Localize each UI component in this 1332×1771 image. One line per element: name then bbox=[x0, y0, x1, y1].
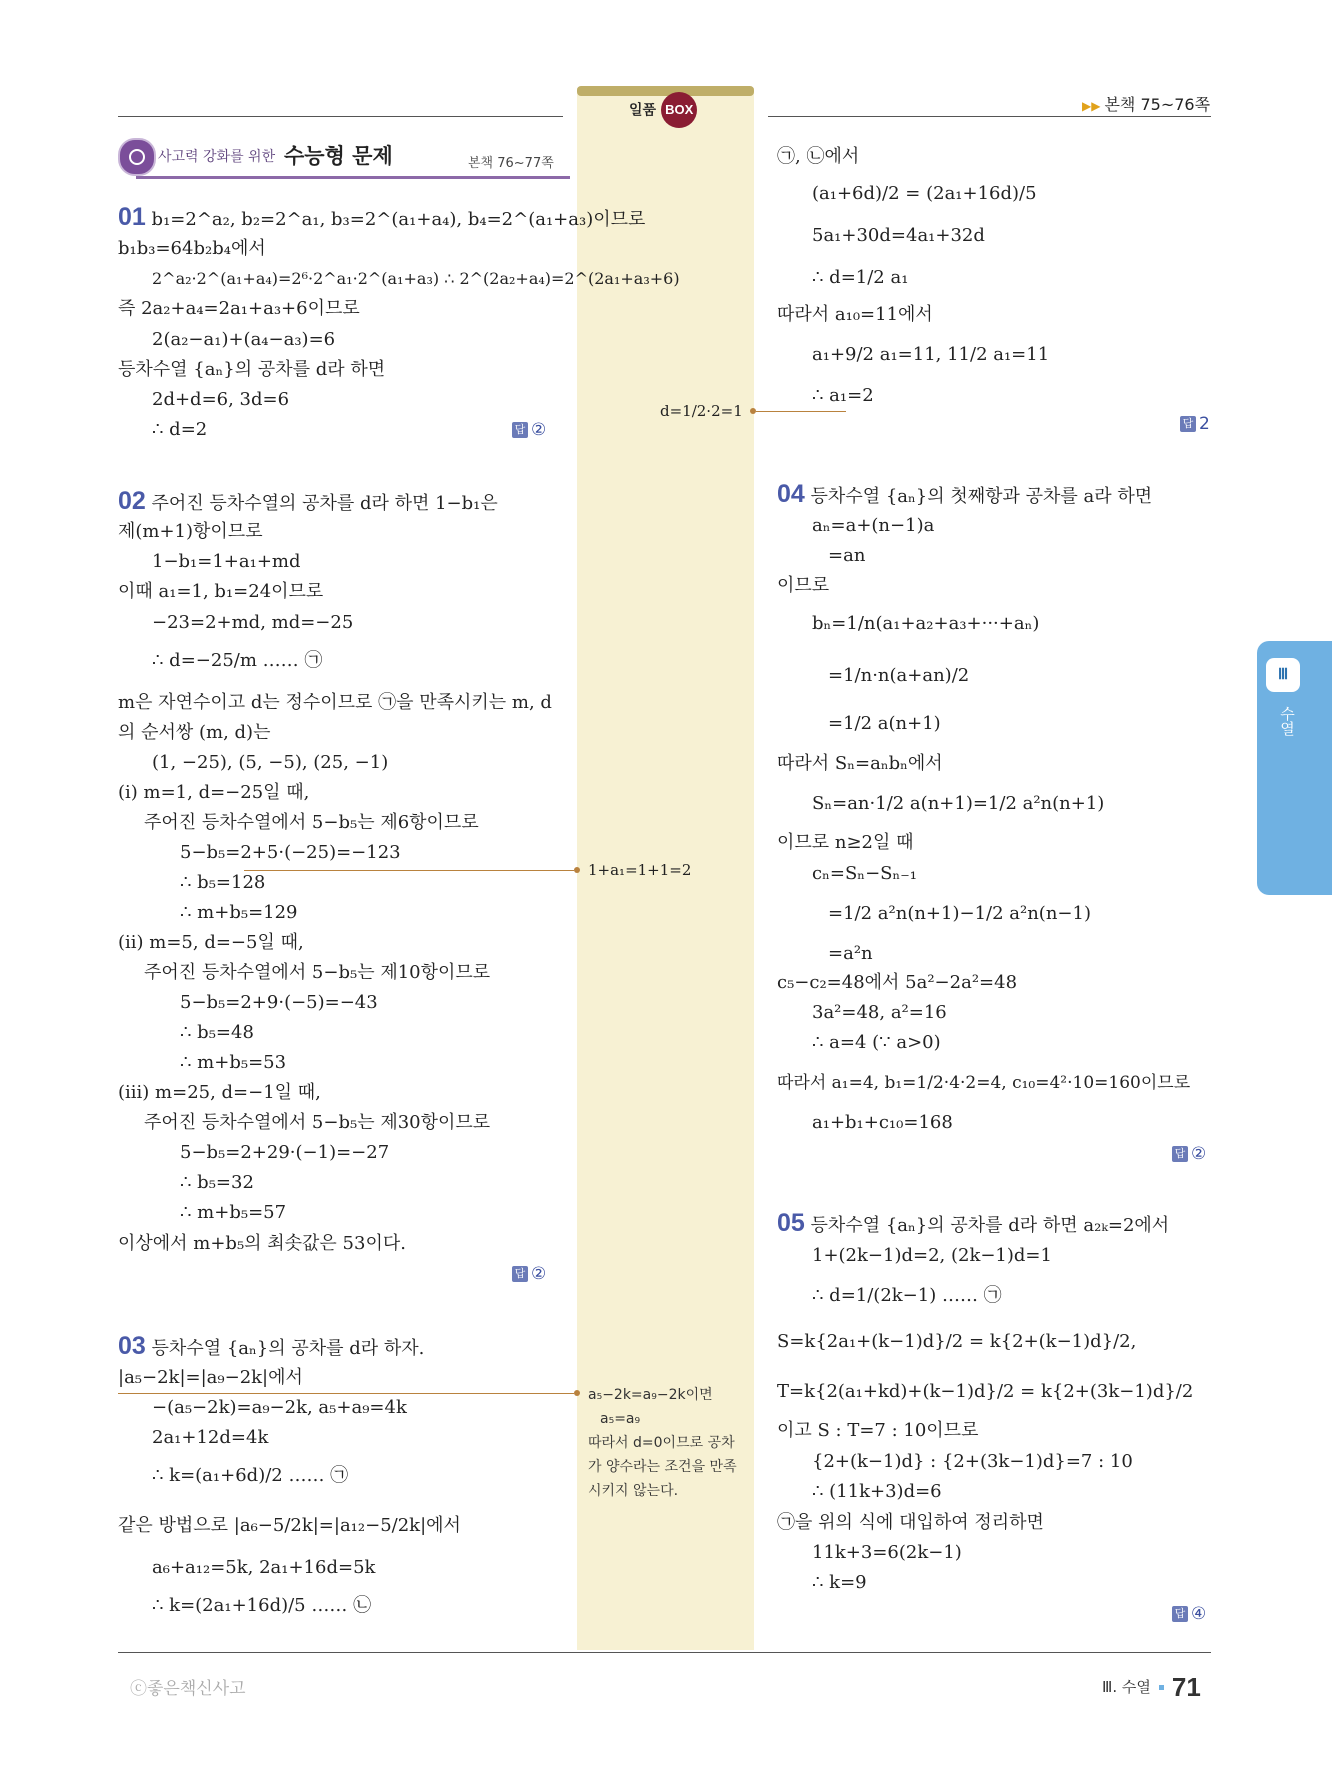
problem-line: 따라서 Sₙ=aₙbₙ에서 bbox=[777, 753, 943, 774]
copyright: ⓒ좋은책신사고 bbox=[130, 1679, 246, 1699]
problem-line: −(a₅−2k)=a₉−2k, a₅+a₉=4k bbox=[152, 1397, 407, 1418]
problem-line: 이상에서 m+b₅의 최솟값은 53이다. bbox=[118, 1233, 406, 1254]
square-bullet-icon bbox=[1159, 1685, 1164, 1690]
problem-line: 의 순서쌍 (m, d)는 bbox=[118, 722, 271, 743]
problem-line: ∴ d=2 bbox=[152, 419, 208, 440]
problem-line: a₆+a₁₂=5k, 2a₁+16d=5k bbox=[152, 1557, 376, 1578]
problem-number: 02 bbox=[118, 487, 146, 515]
problem-line: 2^a₂·2^(a₁+a₄)=2⁶·2^a₁·2^(a₁+a₃) ∴ 2^(2a₂+a₄)=2^(2a₁+a₃+6) bbox=[152, 269, 680, 288]
problem-line: a₁+9/2 a₁=11, 11/2 a₁=11 bbox=[812, 344, 1050, 365]
problem-line: 따라서 a₁₀=11에서 bbox=[777, 304, 933, 325]
problem-line: b₁=2^a₂, b₂=2^a₁, b₃=2^(a₁+a₄), b₄=2^(a₁+a₃)이므로 bbox=[151, 209, 646, 230]
side-note-3-line: 따라서 d=0이므로 공차 bbox=[588, 1435, 735, 1451]
problem-line: ∴ k=(a₁+6d)/2 …… ㉠ bbox=[152, 1465, 349, 1486]
problem-line: ∴ (11k+3)d=6 bbox=[812, 1481, 942, 1502]
problem-line: 5a₁+30d=4a₁+32d bbox=[812, 225, 985, 246]
problem-line: ∴ m+b₅=53 bbox=[180, 1052, 287, 1073]
problem-line: ∴ m+b₅=57 bbox=[180, 1202, 287, 1223]
problem-line: 2a₁+12d=4k bbox=[152, 1427, 269, 1448]
problem-line: (ii) m=5, d=−5일 때, bbox=[118, 932, 304, 953]
section-reference: 본책 76~77쪽 bbox=[468, 156, 554, 171]
section-title: 수능형 문제 bbox=[284, 144, 393, 168]
side-note-3-line: 가 양수라는 조건을 만족 bbox=[588, 1459, 737, 1475]
connector-dot bbox=[574, 867, 580, 873]
chapter-tab-label: 수열 bbox=[1278, 706, 1296, 736]
problem-line: a₁+b₁+c₁₀=168 bbox=[812, 1112, 953, 1133]
answer-03: 답 2 bbox=[1180, 414, 1210, 434]
problem-line: =1/2 a(n+1) bbox=[828, 713, 941, 734]
connector-dot bbox=[574, 1390, 580, 1396]
problem-line: 등차수열 {aₙ}의 공차를 d라 하면 a₂ₖ=2에서 bbox=[810, 1215, 1170, 1236]
problem-line: 2d+d=6, 3d=6 bbox=[152, 389, 290, 410]
problem-line: (i) m=1, d=−25일 때, bbox=[118, 782, 310, 803]
problem-line: 등차수열 {aₙ}의 공차를 d라 하자. bbox=[151, 1338, 425, 1359]
answer-01: 답 ② bbox=[512, 420, 546, 440]
problem-number: 05 bbox=[777, 1209, 805, 1237]
problem-line: =1/2 a²n(n+1)−1/2 a²n(n−1) bbox=[828, 903, 1091, 924]
side-note-3-line: a₅=a₉ bbox=[600, 1411, 641, 1427]
chapter-roman-icon: Ⅲ bbox=[1266, 658, 1300, 692]
center-badge-prefix: 일품 bbox=[629, 102, 657, 119]
problem-number: 03 bbox=[118, 1332, 146, 1360]
problem-line: 이므로 n≥2일 때 bbox=[777, 832, 914, 853]
problem-line: (a₁+6d)/2 = (2a₁+16d)/5 bbox=[812, 183, 1037, 204]
problem-line: T=k{2(a₁+kd)+(k−1)d}/2 = k{2+(3k−1)d}/2 bbox=[777, 1381, 1194, 1402]
top-rule-left bbox=[118, 116, 563, 117]
problem-line: m은 자연수이고 d는 정수이므로 ㉠을 만족시키는 m, d bbox=[118, 692, 552, 713]
problem-line: 주어진 등차수열에서 5−b₅는 제10항이므로 bbox=[144, 962, 491, 983]
problem-line: =a²n bbox=[828, 943, 873, 964]
top-rule-right bbox=[768, 116, 1211, 117]
problem-line: 11k+3=6(2k−1) bbox=[812, 1542, 962, 1563]
problem-line: 제(m+1)항이므로 bbox=[118, 521, 263, 542]
problem-line: |a₅−2k|=|a₉−2k|에서 bbox=[118, 1367, 303, 1388]
problem-line: ∴ a=4 (∵ a>0) bbox=[812, 1032, 941, 1053]
problem-line: Sₙ=an·1/2 a(n+1)=1/2 a²n(n+1) bbox=[812, 793, 1105, 814]
problem-line: 5−b₅=2+29·(−1)=−27 bbox=[180, 1142, 390, 1163]
problem-line: 주어진 등차수열에서 5−b₅는 제6항이므로 bbox=[144, 812, 479, 833]
problem-line: aₙ=a+(n−1)a bbox=[812, 515, 935, 536]
problem-line: 등차수열 {aₙ}의 첫째항과 공차를 a라 하면 bbox=[810, 486, 1153, 507]
page-reference: ▶▶ 본책 75~76쪽 bbox=[1082, 95, 1211, 114]
problem-number: 04 bbox=[777, 480, 805, 508]
problem-line: ∴ b₅=128 bbox=[180, 872, 266, 893]
problem-line: (iii) m=25, d=−1일 때, bbox=[118, 1082, 321, 1103]
side-note-1: d=1/2·2=1 bbox=[660, 402, 743, 420]
problem-line: ∴ m+b₅=129 bbox=[180, 902, 298, 923]
problem-line: 2(a₂−a₁)+(a₄−a₃)=6 bbox=[152, 329, 336, 350]
problem-line: 같은 방법으로 |a₆−5/2k|=|a₁₂−5/2k|에서 bbox=[118, 1515, 461, 1536]
connector-line bbox=[244, 870, 574, 871]
answer-04: 답 ② bbox=[1172, 1144, 1206, 1164]
problem-line: ㉠을 위의 식에 대입하여 정리하면 bbox=[777, 1512, 1044, 1533]
problem-line: cₙ=Sₙ−Sₙ₋₁ bbox=[812, 863, 917, 884]
problem-line: 이고 S : T=7 : 10이므로 bbox=[777, 1420, 979, 1441]
box-badge: BOX bbox=[661, 92, 697, 128]
section-subtitle: 사고력 강화를 위한 bbox=[158, 149, 276, 165]
problem-line: 등차수열 {aₙ}의 공차를 d라 하면 bbox=[118, 359, 386, 380]
problem-line: {2+(k−1)d} : {2+(3k−1)d}=7 : 10 bbox=[812, 1451, 1133, 1472]
answer-tag-icon: 답 bbox=[1172, 1606, 1188, 1622]
problem-05 bbox=[777, 1211, 1169, 1238]
problem-line: =1/n·n(a+an)/2 bbox=[828, 665, 970, 686]
problem-01 bbox=[118, 205, 645, 232]
double-arrow-icon: ▶▶ bbox=[1082, 99, 1101, 113]
connector-line bbox=[118, 1393, 574, 1394]
problem-line: 1−b₁=1+a₁+md bbox=[152, 551, 301, 572]
chapter-name: Ⅲ. 수열 bbox=[1102, 1678, 1151, 1696]
problem-line: ∴ b₅=48 bbox=[180, 1022, 254, 1043]
problem-line: ∴ k=9 bbox=[812, 1572, 867, 1593]
section-header-underline bbox=[136, 176, 570, 179]
problem-line: =an bbox=[828, 545, 866, 566]
problem-line: c₅−c₂=48에서 5a²−2a²=48 bbox=[777, 972, 1018, 993]
problem-02 bbox=[118, 489, 498, 516]
problem-line: b₁b₃=64b₂b₄에서 bbox=[118, 238, 266, 259]
problem-line: ㉠, ㉡에서 bbox=[777, 146, 860, 167]
problem-line: 따라서 a₁=4, b₁=1/2·4·2=4, c₁₀=4²·10=160이므로 bbox=[777, 1073, 1191, 1093]
problem-line: 5−b₅=2+5·(−25)=−123 bbox=[180, 842, 401, 863]
problem-line: (1, −25), (5, −5), (25, −1) bbox=[152, 752, 389, 773]
side-note-3-line: a₅−2k=a₉−2k이면 bbox=[588, 1387, 713, 1403]
problem-line: ∴ d=−25/m …… ㉠ bbox=[152, 650, 323, 671]
problem-line: 주어진 등차수열에서 5−b₅는 제30항이므로 bbox=[144, 1112, 491, 1133]
page-number: 71 bbox=[1171, 1672, 1201, 1702]
problem-line: 3a²=48, a²=16 bbox=[812, 1002, 947, 1023]
footer-page-info bbox=[1102, 1672, 1201, 1703]
side-note-3-line: 시키지 않는다. bbox=[588, 1483, 679, 1499]
problem-line: −23=2+md, md=−25 bbox=[152, 612, 354, 633]
problem-number: 01 bbox=[118, 203, 146, 231]
section-header bbox=[118, 138, 552, 178]
problem-line: 1+(2k−1)d=2, (2k−1)d=1 bbox=[812, 1245, 1052, 1266]
answer-05: 답 ④ bbox=[1172, 1604, 1206, 1624]
problem-line: ∴ k=(2a₁+16d)/5 …… ㉡ bbox=[152, 1595, 372, 1616]
connector-line bbox=[756, 411, 846, 412]
answer-tag-icon: 답 bbox=[512, 1266, 528, 1282]
problem-line: S=k{2a₁+(k−1)d}/2 = k{2+(k−1)d}/2, bbox=[777, 1331, 1137, 1352]
problem-line: ∴ a₁=2 bbox=[812, 385, 874, 406]
target-icon bbox=[118, 138, 156, 176]
problem-line: ∴ d=1/2 a₁ bbox=[812, 267, 909, 288]
problem-line: bₙ=1/n(a₁+a₂+a₃+···+aₙ) bbox=[812, 613, 1040, 634]
footer-rule bbox=[118, 1652, 1211, 1653]
problem-line: ∴ d=1/(2k−1) …… ㉠ bbox=[812, 1285, 1002, 1306]
center-badge bbox=[629, 92, 739, 128]
problem-03 bbox=[118, 1334, 424, 1361]
problem-line: 이때 a₁=1, b₁=24이므로 bbox=[118, 581, 324, 602]
side-note-2: 1+a₁=1+1=2 bbox=[588, 861, 692, 879]
problem-line: ∴ b₅=32 bbox=[180, 1172, 254, 1193]
answer-tag-icon: 답 bbox=[1180, 416, 1196, 432]
answer-02: 답 ② bbox=[512, 1264, 546, 1284]
answer-tag-icon: 답 bbox=[512, 422, 528, 438]
problem-line: 이므로 bbox=[777, 575, 830, 596]
problem-04 bbox=[777, 482, 1152, 509]
problem-line: 5−b₅=2+9·(−5)=−43 bbox=[180, 992, 378, 1013]
problem-line: 즉 2a₂+a₄=2a₁+a₃+6이므로 bbox=[118, 298, 360, 319]
answer-tag-icon: 답 bbox=[1172, 1146, 1188, 1162]
problem-line: 주어진 등차수열의 공차를 d라 하면 1−b₁은 bbox=[151, 493, 498, 514]
